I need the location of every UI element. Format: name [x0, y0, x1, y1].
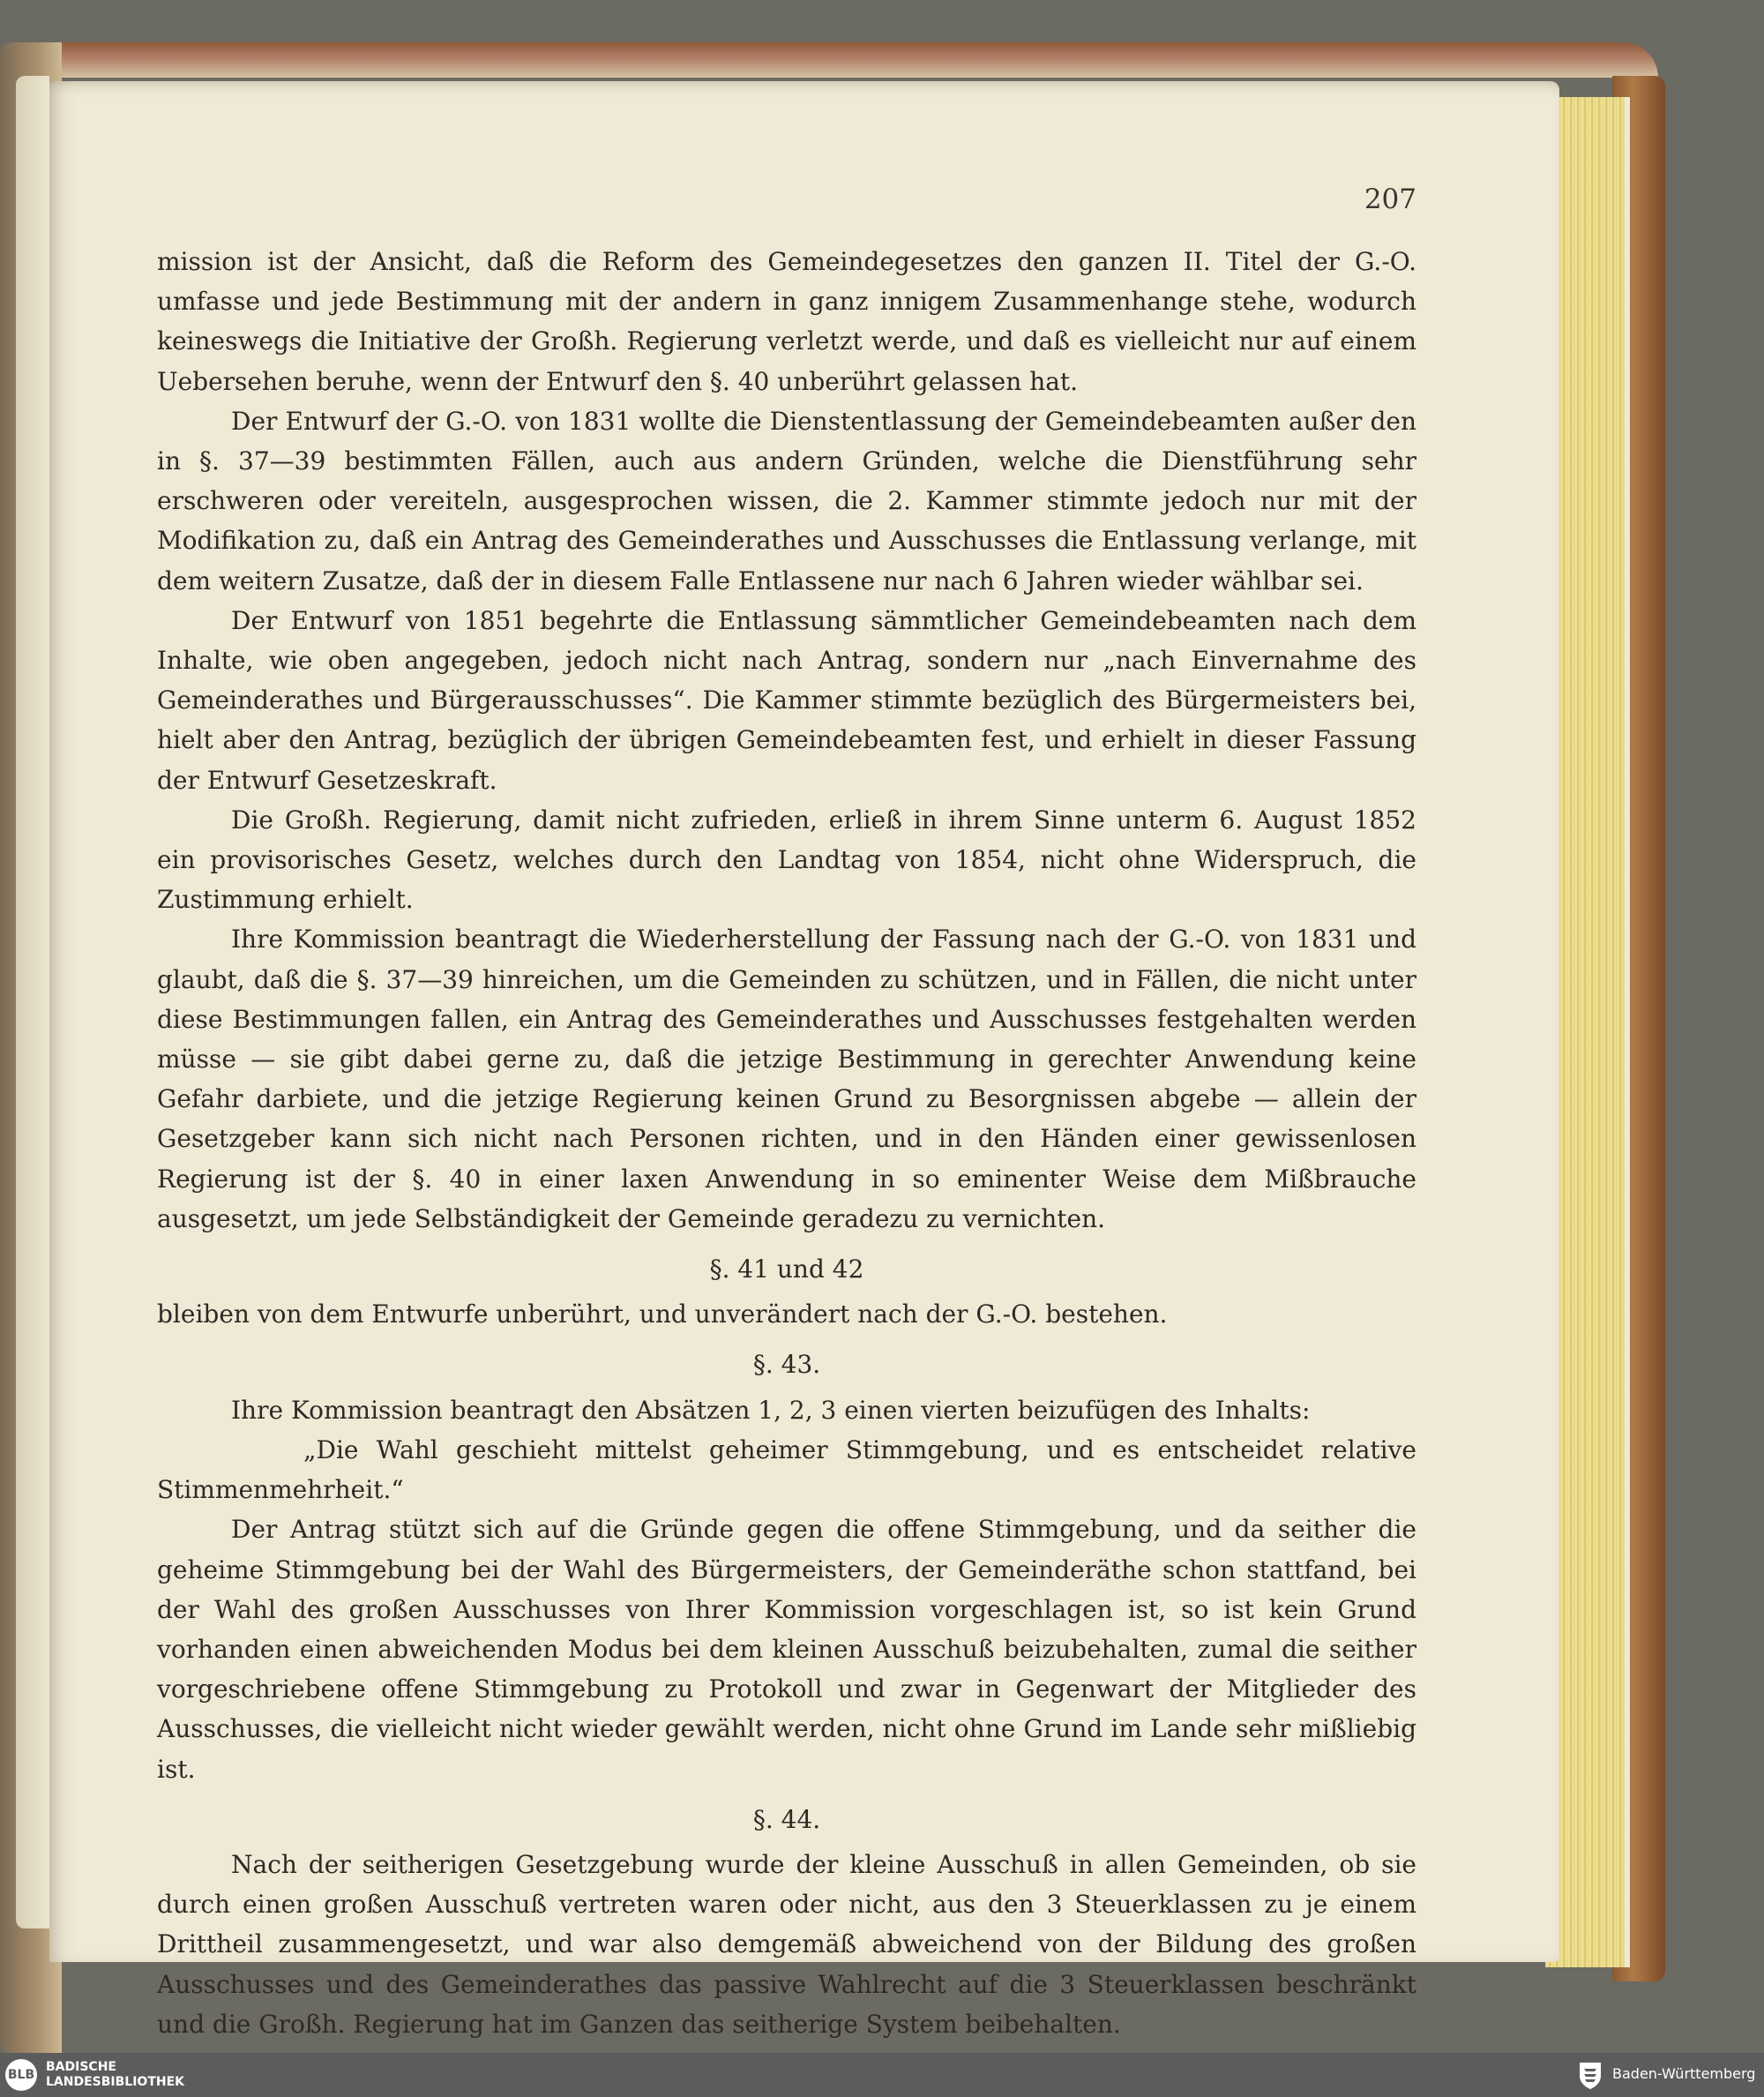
paragraph: Nach der seitherigen Gesetzgebung wurde der kleine Ausschuß in allen Gemeinden, ob sie durch einen großen Ausschuß vertreten waren oder nicht, aus den 3 Steuerklassen zu je einem Drittheil zusammengesetzt, und war also demgemäß abweichend von der Bildung des großen Ausschusses und des Gemeinderathes das passive Wahlrecht auf die 3 Steuerklassen beschränkt und die Großh. Regierung hat im Ganzen das seitherige System beibehalten. [157, 1849, 1416, 2039]
left-page-edge [16, 76, 49, 1928]
section-heading: §. 41 und 42 [709, 1254, 864, 1284]
paragraph: Der Antrag stützt sich auf die Gründe gegen die offene Stimmgebung, und da seither die geheime Stimmgebung bei der Wahl des Bürgermeisters, der Gemeinderäthe schon stattfand, bei der Wahl des großen Ausschusses von Ihrer Kommission vorgeschlagen ist, so ist kein Grund vorhanden einen abweichenden Modus bei dem kleinen Ausschuß beizubehalten, zumal die seither vorgeschriebene offene Stimmgebung zu Protokoll und zwar in Gegenwart der Mitglieder des Ausschusses, die vielleicht nicht wieder gewählt werden, nicht ohne Grund im Lande sehr mißliebig ist. [157, 1515, 1416, 1784]
paragraph: mission ist der Ansicht, daß die Reform des Gemeindegesetzes den ganzen II. Titel der G.-O. umfasse und jede Bestimmung mit der andern in ganz innigem Zusammenhange stehe, wodurch keineswegs die Initiative der Großh. Regierung verletzt werde, und daß es vielleicht nur auf einem Uebersehen beruhe, wenn der Entwurf den §. 40 unberührt gelassen hat. [157, 247, 1416, 396]
coat-of-arms-icon[interactable] [1575, 2060, 1605, 2090]
section-heading: §. 43. [752, 1350, 821, 1380]
paragraph: Ihre Kommission beantragt den Absätzen 1, 2, 3 einen vierten beizufügen des Inhalts: [231, 1395, 1311, 1425]
footer-bar [0, 2053, 1764, 2097]
paragraph: Der Entwurf von 1851 begehrte die Entlassung sämmtlicher Gemeindebeamten nach dem Inhalte, wie oben angegeben, jedoch nicht nach Antrag, sondern nur „nach Einvernahme des Gemeinderathes und Bürgerausschusses“. Die Kammer stimmte bezüglich des Bürgermeisters bei, hielt aber den Antrag, bezüglich der übrigen Gemeindebeamten fest, und erhielt in dieser Fassung der Entwurf Gesetzeskraft. [157, 605, 1416, 795]
state-name[interactable]: Baden-Württemberg [1612, 2065, 1756, 2082]
paragraph: bleiben von dem Entwurfe unberührt, und unverändert nach der G.-O. bestehen. [157, 1299, 1168, 1329]
library-name[interactable] [46, 2060, 184, 2090]
library-name-line2: LANDESBIBLIOTHEK [46, 2075, 185, 2089]
section-heading: §. 44. [752, 1804, 821, 1834]
paragraph: Der Entwurf der G.-O. von 1831 wollte die Dienstentlassung der Gemeindebeamten außer den in §. 37—39 bestimmten Fällen, auch aus andern Gründen, welche die Dienstführung sehr erschweren oder vereiteln, ausgesprochen wissen, die 2. Kammer stimmte jedoch nur mit der Modifikation zu, daß ein Antrag des Gemeinderathes und Ausschusses die Entlassung verlange, mit dem weitern Zusatze, daß der in diesem Falle Entlassene nur nach 6 Jahren wieder wählbar sei. [157, 406, 1416, 595]
quoted-clause: „Die Wahl geschieht mittelst geheimer Stimmgebung, und es entscheidet relative Stimmenmehrheit.“ [157, 1434, 1416, 1505]
paragraph: Ihre Kommission beantragt die Wiederherstellung der Fassung nach der G.-O. von 1831 und glaubt, daß die §. 37—39 hinreichen, um die Gemeinden zu schützen, und in Fällen, die nicht unter diese Bestimmungen fallen, ein Antrag des Gemeinderathes und Ausschusses festgehalten werden müsse — sie gibt dabei gerne zu, daß die jetzige Bestimmung in gerechter Anwendung keine Gefahr darbiete, und die jetzige Regierung keinen Grund zu Besorgnissen abgebe — allein der Gesetzgeber kann sich nicht nach Personen richten, und in den Händen einer gewissenlosen Regierung ist der §. 40 in einer laxen Anwendung in so eminenter Weise dem Mißbrauche ausgesetzt, um jede Selbständigkeit der Gemeinde geradezu zu vernichten. [157, 925, 1416, 1233]
book-cover-top [0, 42, 1658, 78]
library-name-line1: BADISCHE [46, 2060, 116, 2074]
page-text [157, 242, 1416, 2044]
paragraph: Die Großh. Regierung, damit nicht zufrieden, erließ in ihrem Sinne unterm 6. August 1852 ein provisorisches Gesetz, welches durch den Landtag von 1854, nicht ohne Widerspruch, die Zustimmung erhielt. [157, 805, 1416, 915]
blb-logo-icon[interactable]: BLB [5, 2059, 37, 2091]
page-number: 207 [1364, 183, 1416, 215]
